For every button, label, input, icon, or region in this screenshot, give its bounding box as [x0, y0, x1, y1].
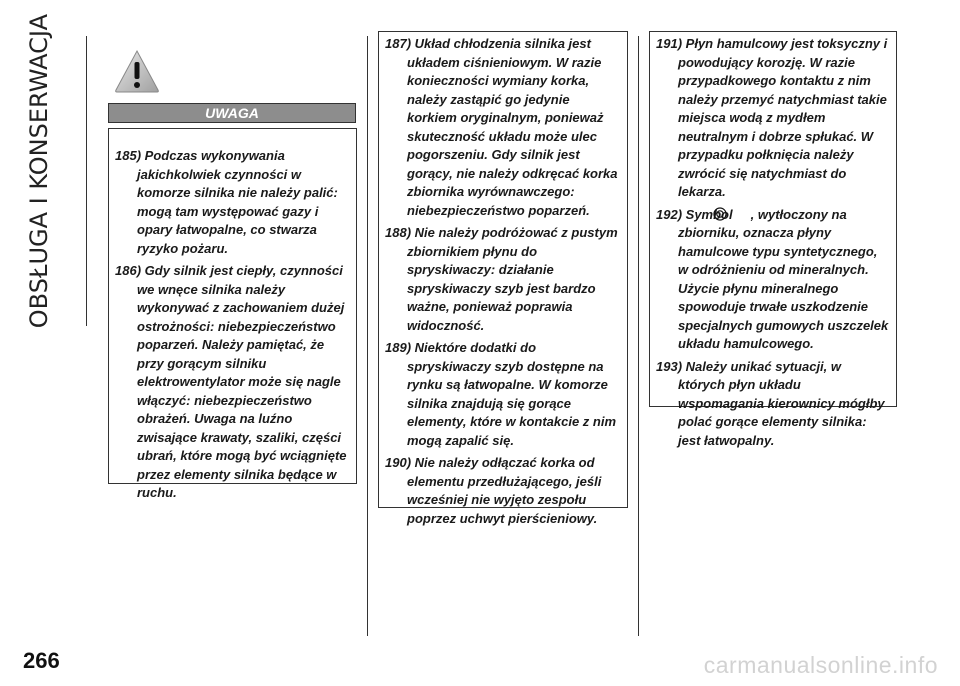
note-188: 188) Nie należy podróżować z pustym zbiornikiem płynu do spryskiwaczy: działanie spryskiwaczy szyb jest bardzo ważne, ponieważ poprawia widoczność.	[385, 225, 618, 333]
brake-fluid-symbol-icon	[735, 207, 749, 221]
warning-triangle-icon	[113, 48, 161, 94]
margin-divider	[86, 36, 87, 326]
column-divider-2	[638, 36, 639, 636]
column-divider-1	[367, 36, 368, 636]
note-187: 187) Układ chłodzenia silnika jest układem ciśnieniowym. W razie konieczności wymiany korka, należy zastąpić go jedynie korkiem oryginalnym, ponieważ skuteczność układu może ulec pogorszeniu. Gdy silnik jest gorący, nie należy odkręcać korka zbiornika wyrównawczego: niebezpieczeństwo poparzeń.	[385, 36, 618, 218]
warning-header: UWAGA	[108, 103, 356, 123]
section-title: OBSŁUGA I KONSERWACJA	[25, 13, 53, 328]
note-186: 186) Gdy silnik jest ciepły, czynności we wnęce silnika należy wykonywać z zachowaniem dużej ostrożności: niebezpieczeństwo poparzeń. Należy pamiętać, że przy gorącym silniku elektrowentylator może się nagle włączyć: niebezpieczeństwo obrażeń. Uwaga na luźno zwisające krawaty, szaliki, części ubrań, które mogą być wciągnięte przez elementy silnika będące w ruchu.	[115, 263, 347, 500]
page-number: 266	[23, 648, 60, 673]
note-191: 191) Płyn hamulcowy jest toksyczny i powodujący korozję. W razie przypadkowego kontaktu z nim należy przemyć natychmiast takie miejsca wodą z mydłem neutralnym i dobrze spłukać. W przypadku połknięcia należy zwrócić się natychmiast do lekarza.	[656, 36, 888, 199]
warning-box-col3	[649, 31, 897, 448]
section-title-vertical	[14, 13, 64, 328]
note-193: 193) Należy unikać sytuacji, w których płyn układu wspomagania kierownicy mógłby polać gorące elementy silnika: jest łatwopalny.	[656, 358, 885, 448]
note-190: 190) Nie należy odłączać korka od elementu przedłużającego, jeśli wcześniej nie wyjęto zespołu poprzez uchwyt pierścieniowy.	[385, 455, 602, 526]
warning-box-col2	[378, 31, 628, 526]
note-192: 192) Symbol , wytłoczony na zbiorniku, oznacza płyny hamulcowe typu syntetycznego, w odróżnieniu od mineralnych. Użycie płynu mineralnego spowoduje trwałe uszkodzenie specjalnych gumowych uszczelek układu hamulcowego.	[656, 206, 889, 351]
note-189: 189) Niektóre dodatki do spryskiwaczy szyb dostępne na rynku są łatwopalne. W komorze silnika znajdują się gorące elementy, które w kontakcie z nim mogą zapalić się.	[385, 340, 617, 448]
watermark: carmanualsonline.info	[703, 652, 938, 678]
warning-box-col1	[108, 128, 357, 500]
note-185: 185) Podczas wykonywania jakichkolwiek czynności w komorze silnika nie należy palić: mogą tam występować gazy i opary łatwopalne, co stwarza ryzyko pożaru.	[115, 148, 338, 256]
